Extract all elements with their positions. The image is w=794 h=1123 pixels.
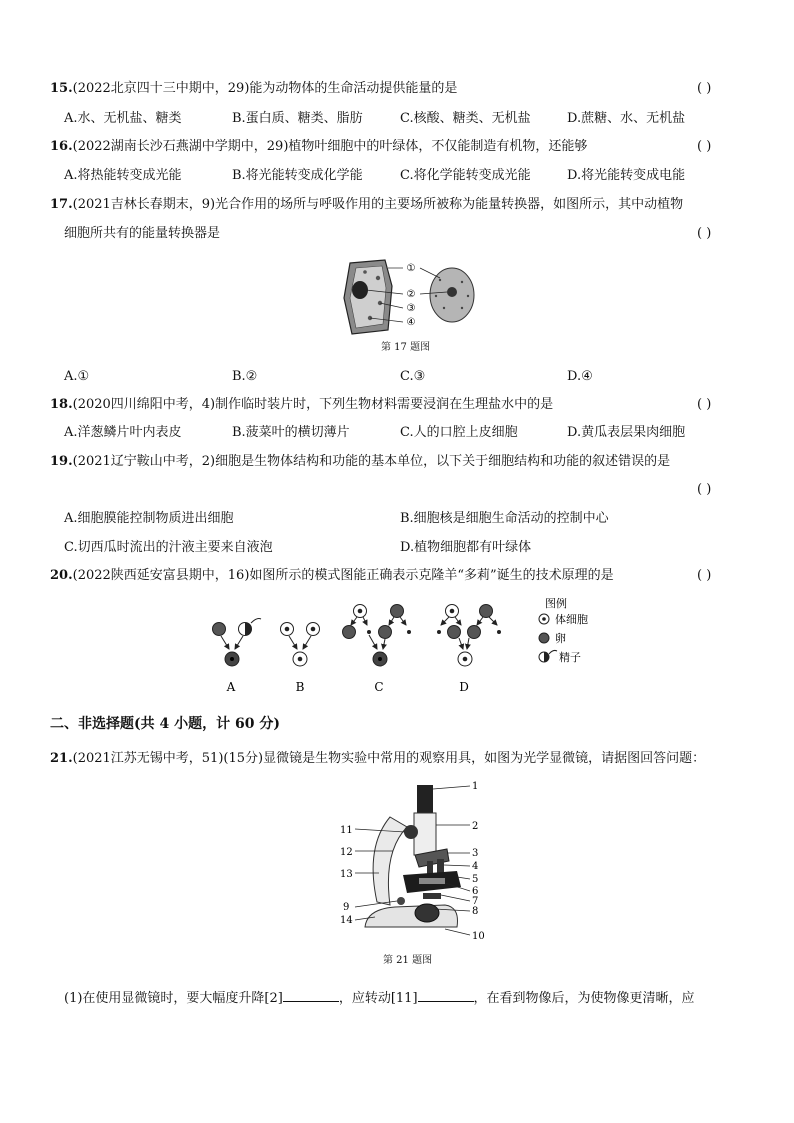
diagram-label-d: D [459,680,469,694]
mic-label-1: 1 [472,781,479,792]
label-1: ① [406,263,416,274]
option-b: B.将光能转变成化学能 [232,168,363,183]
answer-paren[interactable]: ( ) [697,226,712,241]
diagram-label-c: C [374,680,384,694]
question-text: (2022湖南长沙石燕湖中学期中，29)植物叶细胞中的叶绿体，不仅能制造有机物，还能够 [72,139,588,154]
question-20-stem [50,567,614,585]
question-number: 17. [50,197,73,212]
eyepiece [417,785,433,815]
option-d: D.将光能转变成电能 [567,168,686,183]
answer-paren[interactable]: ( ) [697,482,712,497]
question-text: (2021吉林长春期末，9)光合作用的场所与呼吸作用的主要场所被称为能量转换器，如图所示，其中动植物 [72,197,684,212]
question-text: (2021江苏无锡中考，51)(15分)显微镜是生物实验中常用的观察用具，如图为光学显微镜，请据图回答问题： [72,751,706,766]
section-title: 二、非选择题(共 4 小题，计 60 分) [50,716,280,732]
mic-label-5: 5 [472,874,479,885]
question-21-stem [50,750,705,768]
diagram-c [343,605,412,667]
cloning-diagram [205,597,625,697]
option-c: C.核酸、糖类、无机盐 [400,111,531,126]
question-text: (2020四川绵阳中考，4)制作临时装片时，下列生物材料需要浸润在生理盐水中的是 [72,397,554,412]
legend-title: 图例 [545,597,567,610]
question-19-stem [50,453,670,471]
question-15-stem [50,80,457,98]
mic-label-9: 9 [343,902,350,913]
diagram-label-a: A [226,680,236,694]
plant-cell-nucleus [352,281,368,299]
diagram-b [281,623,320,667]
option-b: B.蛋白质、糖类、脂肪 [232,111,363,126]
question-21-part-1 [64,989,695,1008]
option-c: C.人的口腔上皮细胞 [400,425,518,440]
legend-egg: 卵 [555,632,566,645]
option-a: A.① [64,369,90,384]
option-a: A.水、无机盐、糖类 [64,111,182,126]
mic-label-6: 6 [472,886,479,897]
diaphragm [423,893,441,899]
mic-label-14: 14 [340,915,353,926]
label-2: ② [406,289,416,300]
legend-somatic: 体细胞 [555,613,588,626]
option-b: B.② [232,369,258,384]
option-d: D.④ [567,369,593,384]
microscope-figure [335,777,495,947]
fine-knob [397,897,405,905]
figure-caption: 第 17 题图 [381,342,431,353]
mic-label-2: 2 [472,821,479,832]
animal-cell-nucleus [447,287,457,297]
option-a: A.将热能转变成光能 [64,168,182,183]
answer-blank[interactable] [283,989,339,1002]
cell-figure [340,258,480,338]
question-number: 18. [50,397,73,412]
option-a: A.细胞膜能控制物质进出细胞 [64,511,234,526]
label-3: ③ [406,303,416,314]
mic-label-12: 12 [340,847,353,858]
question-text: (2021辽宁鞍山中考，2)细胞是生物体结构和功能的基本单位，以下关于细胞结构和功能的叙述错误的是 [72,454,671,469]
chloroplast [376,276,380,280]
answer-blank[interactable] [418,989,474,1002]
option-d: D.蔗糖、水、无机盐 [567,111,686,126]
question-number: 20. [50,568,73,583]
diagram-d [437,605,501,667]
diagram-a [213,619,262,667]
mic-label-10: 10 [472,931,485,942]
option-c: C.切西瓜时流出的汁液主要来自液泡 [64,540,273,555]
option-c: C.将化学能转变成光能 [400,168,531,183]
coarse-knob [404,825,418,839]
mic-label-7: 7 [472,896,479,907]
figure-caption: 第 21 题图 [383,955,433,966]
label-4: ④ [406,317,416,328]
microscope-base [365,905,458,927]
question-number: 21. [50,751,73,766]
option-b: B.菠菜叶的横切薄片 [232,425,350,440]
diagram-label-b: B [295,680,305,694]
mic-label-11: 11 [340,825,353,836]
question-17-stem [50,196,683,214]
mic-label-3: 3 [472,848,479,859]
legend-sperm: 精子 [559,651,581,664]
option-d: D.黄瓜表层果肉细胞 [567,425,686,440]
answer-paren[interactable]: ( ) [697,568,712,583]
legend [539,596,588,664]
answer-paren[interactable]: ( ) [697,81,712,96]
clip [419,878,445,884]
option-d: D.植物细胞都有叶绿体 [400,540,532,555]
option-a: A.洋葱鳞片叶内表皮 [64,425,182,440]
answer-paren[interactable]: ( ) [697,139,712,154]
option-c: C.③ [400,369,426,384]
question-18-stem [50,396,553,414]
question-number: 19. [50,454,73,469]
question-17-stem-cont: 细胞所共有的能量转换器是 [64,226,221,241]
option-b: B.细胞核是细胞生命活动的控制中心 [400,511,609,526]
mirror [415,904,439,922]
objective [437,859,444,873]
part-text: ，在看到物像后，为使物像更清晰，应 [473,991,695,1006]
question-text: (2022北京四十三中期中，29)能为动物体的生命活动提供能量的是 [72,81,458,96]
answer-paren[interactable]: ( ) [697,397,712,412]
chloroplast [363,270,367,274]
question-16-stem [50,138,587,156]
part-text: ，应转动[11] [338,991,418,1006]
question-text: (2022陕西延安富县期中，16)如图所示的模式图能正确表示克隆羊“多莉”诞生的技术原理的是 [72,568,614,583]
mic-label-4: 4 [472,861,479,872]
mic-label-13: 13 [340,869,353,880]
question-number: 15. [50,81,73,96]
mic-label-8: 8 [472,906,479,917]
question-number: 16. [50,139,73,154]
part-text: (1)在使用显微镜时，要大幅度升降[2] [64,991,283,1006]
